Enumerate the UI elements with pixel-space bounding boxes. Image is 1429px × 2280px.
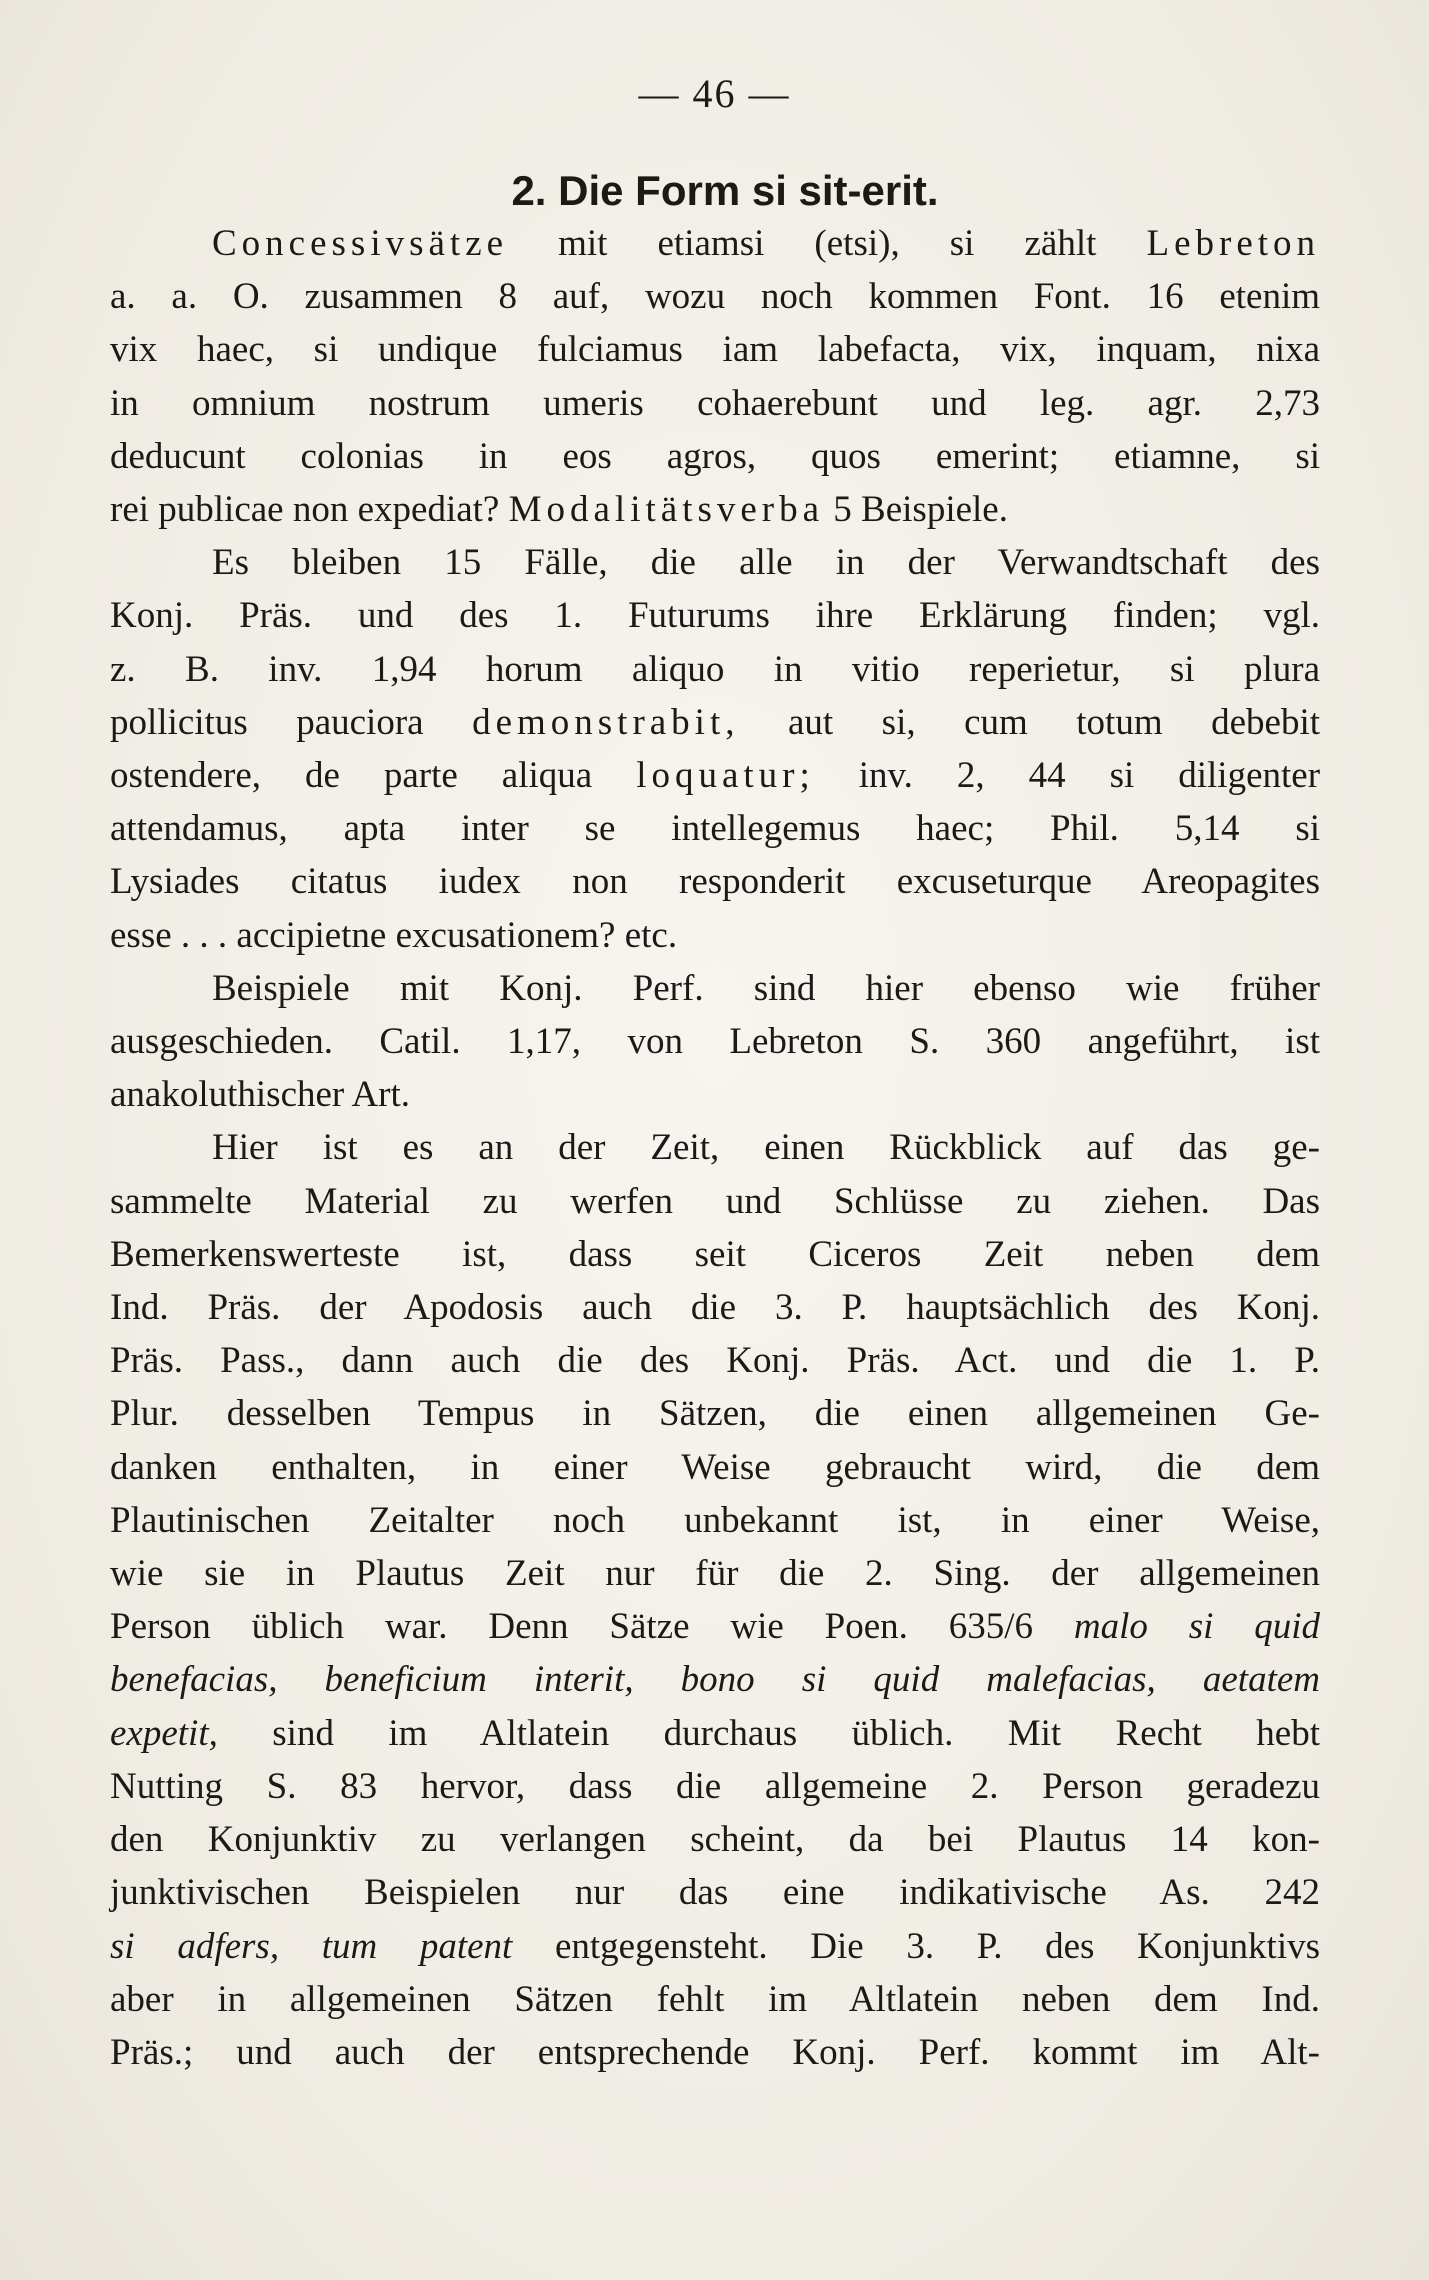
text-fragment: Person üblich war. Denn Sätze wie Poen. 635/6: [110, 1606, 1033, 1648]
latin-quote: malo si quid: [1073, 1606, 1320, 1648]
text-line: wie sie in Plautus Zeit nur für die 2. Sing. der allgemeinen: [110, 1553, 1320, 1595]
text-line: a. a. O. zusammen 8 auf, wozu noch kommen Font. 16 etenim: [110, 276, 1320, 318]
text-line: [110, 749, 1320, 802]
text-line: [110, 696, 1320, 749]
page-number: — 46 —: [638, 71, 791, 116]
text-line: Lysiades citatus iudex non responderit excuseturque Areopagites: [110, 861, 1320, 903]
text-line: danken enthalten, in einer Weise gebraucht wird, die dem: [110, 1446, 1320, 1488]
text-fragment: ostendere, de parte aliqua: [110, 755, 593, 797]
text-line: Konj. Präs. und des 1. Futurums ihre Erklärung finden; vgl.: [110, 595, 1320, 637]
text-line: benefacias, beneficium interit, bono si quid malefacias, aetatem: [110, 1659, 1320, 1701]
text-line: aber in allgemeinen Sätzen fehlt im Altlatein neben dem Ind.: [110, 1978, 1320, 2020]
body-text: [110, 165, 1320, 2079]
text-line: Es bleiben 15 Fälle, die alle in der Verwandtschaft des: [212, 542, 1320, 584]
text-line: Präs. Pass., dann auch die des Konj. Präs. Act. und die 1. P.: [110, 1340, 1320, 1382]
text-line: Präs.; und auch der entsprechende Konj. Perf. kommt im Alt-: [110, 2031, 1320, 2073]
text-line: [110, 483, 1320, 536]
text-line: [110, 217, 1320, 270]
spaced-term: Lebreton: [1146, 223, 1321, 264]
text-line: in omnium nostrum umeris cohaerebunt und leg. agr. 2,73: [110, 382, 1320, 424]
text-line: Beispiele mit Konj. Perf. sind hier ebenso wie früher: [212, 967, 1320, 1009]
spaced-term: Concessivsätze: [212, 223, 509, 264]
latin-quote: expetit,: [110, 1712, 218, 1754]
latin-quote: si adfers, tum patent: [110, 1925, 513, 1967]
text-fragment: sind im Altlatein durchaus üblich. Mit Recht hebt: [272, 1712, 1321, 1754]
text-line: vix haec, si undique fulciamus iam labefacta, vix, inquam, nixa: [110, 329, 1320, 371]
text-fragment: aut si, cum totum debebit: [787, 701, 1320, 743]
text-line: Ind. Präs. der Apodosis auch die 3. P. hauptsächlich des Konj.: [110, 1287, 1320, 1329]
text-line: Plur. desselben Tempus in Sätzen, die einen allgemeinen Ge-: [110, 1393, 1320, 1435]
spaced-term: loquatur;: [636, 755, 815, 797]
text-line: [110, 1600, 1320, 1653]
section-heading: 2. Die Form si sit-erit.: [511, 167, 939, 214]
text-line: attendamus, apta inter se intellegemus haec; Phil. 5,14 si: [110, 808, 1320, 850]
text-line: anakoluthischer Art.: [110, 1074, 411, 1116]
text-line: Plautinischen Zeitalter noch unbekannt ist, in einer Weise,: [110, 1499, 1320, 1541]
text-line: Hier ist es an der Zeit, einen Rückblick auf das ge-: [212, 1127, 1320, 1169]
text-line: Nutting S. 83 hervor, dass die allgemeine 2. Person geradezu: [110, 1765, 1320, 1807]
text-line: junktivischen Beispielen nur das eine indikativische As. 242: [110, 1872, 1320, 1914]
spaced-term: demonstrabit,: [472, 701, 740, 743]
text-line: sammelte Material zu werfen und Schlüsse zu ziehen. Das: [110, 1180, 1320, 1222]
text-fragment: 5 Beispiele.: [833, 489, 1008, 531]
text-line: esse . . . accipietne excusationem? etc.: [110, 914, 678, 956]
text-fragment: inv. 2, 44 si diligenter: [858, 755, 1321, 797]
text-line: [110, 1920, 1320, 1973]
text-fragment: entgegensteht. Die 3. P. des Konjunktivs: [554, 1925, 1321, 1967]
text-line: den Konjunktiv zu verlangen scheint, da bei Plautus 14 kon-: [110, 1819, 1320, 1861]
text-line: deducunt colonias in eos agros, quos emerint; etiamne, si: [110, 435, 1320, 477]
text-line: Bemerkenswerteste ist, dass seit Ciceros Zeit neben dem: [110, 1233, 1320, 1275]
text-fragment: rei publicae non expediat?: [110, 489, 500, 531]
text-line: [110, 1707, 1320, 1760]
text-fragment: pollicitus pauciora: [110, 701, 424, 743]
text-line: z. B. inv. 1,94 horum aliquo in vitio reperietur, si plura: [110, 648, 1320, 690]
text-line: ausgeschieden. Catil. 1,17, von Lebreton S. 360 angeführt, ist: [110, 1021, 1320, 1063]
spaced-term: Modalitätsverba: [508, 489, 825, 531]
text-fragment: mit etiamsi (etsi), si zählt: [558, 223, 1097, 264]
